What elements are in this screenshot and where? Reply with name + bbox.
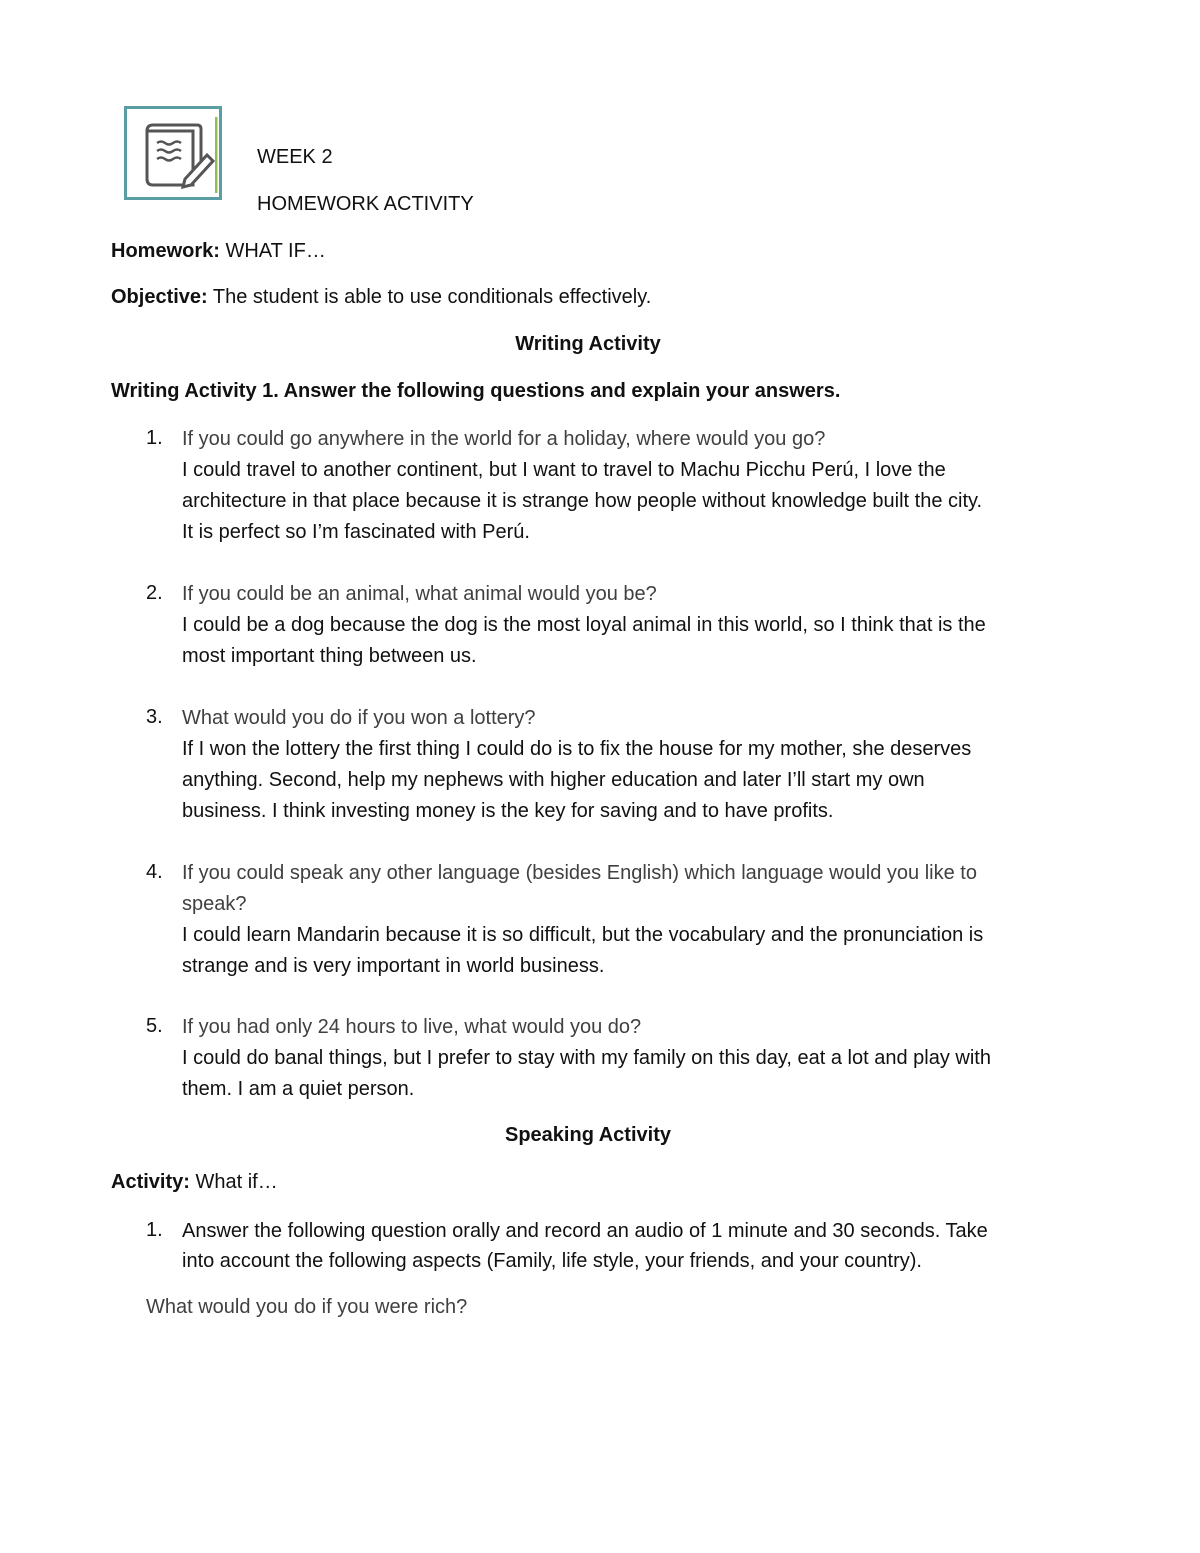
question-1: If you could go anywhere in the world for a holiday, where would you go? xyxy=(182,428,826,450)
question-5: If you had only 24 hours to live, what would you do? xyxy=(182,1016,642,1038)
activity-value: What if… xyxy=(195,1171,278,1193)
question-4-line-1: If you could speak any other language (besides English) which language would you like to xyxy=(182,862,977,884)
answer-1-line-1: I could travel to another continent, but I want to travel to Machu Picchu Perú, I love the xyxy=(182,459,946,481)
question-4-line-2: speak? xyxy=(182,893,247,915)
speaking-instruction-line-2: into account the following aspects (Family, life style, your friends, and your country). xyxy=(182,1250,922,1272)
objective-value: The student is able to use conditionals effectively. xyxy=(212,286,652,308)
answer-4-line-1: I could learn Mandarin because it is so difficult, but the vocabulary and the pronunciation is xyxy=(182,924,984,946)
question-2: If you could be an animal, what animal would you be? xyxy=(182,583,657,605)
speaking-section-title: Speaking Activity xyxy=(505,1124,671,1146)
notebook-pen-icon xyxy=(124,106,222,200)
item-number: 2. xyxy=(146,582,163,604)
speaking-instruction-line-1: Answer the following question orally and record an audio of 1 minute and 30 seconds. Take xyxy=(182,1220,988,1242)
activity-label: Activity: xyxy=(111,1171,190,1193)
answer-2-line-2: most important thing between us. xyxy=(182,645,477,667)
item-number: 1. xyxy=(146,427,163,449)
question-3: What would you do if you won a lottery? xyxy=(182,707,536,729)
answer-1-line-2: architecture in that place because it is strange how people without knowledge built the city. xyxy=(182,490,983,512)
answer-4-line-2: strange and is very important in world business. xyxy=(182,955,605,977)
item-number: 1. xyxy=(146,1219,163,1241)
answer-3-line-2: anything. Second, help my nephews with higher education and later I’ll start my own xyxy=(182,769,925,791)
homework-line xyxy=(111,240,326,263)
answer-3-line-3: business. I think investing money is the key for saving and to have profits. xyxy=(182,800,834,822)
speaking-question: What would you do if you were rich? xyxy=(146,1296,468,1318)
writing-section-title: Writing Activity xyxy=(515,333,661,355)
activity-line xyxy=(111,1171,278,1194)
homework-activity-title: HOMEWORK ACTIVITY xyxy=(257,193,474,215)
item-number: 5. xyxy=(146,1015,163,1037)
week-label: WEEK 2 xyxy=(257,146,333,168)
answer-3-line-1: If I won the lottery the first thing I could do is to fix the house for my mother, she deserves xyxy=(182,738,972,760)
answer-1-line-3: It is perfect so I’m fascinated with Perú. xyxy=(182,521,530,543)
answer-5-line-2: them. I am a quiet person. xyxy=(182,1078,415,1100)
objective-line xyxy=(111,286,651,309)
item-number: 3. xyxy=(146,706,163,728)
objective-label: Objective: xyxy=(111,286,208,308)
homework-value: WHAT IF… xyxy=(225,240,326,262)
item-number: 4. xyxy=(146,861,163,883)
answer-2-line-1: I could be a dog because the dog is the most loyal animal in this world, so I think that is the xyxy=(182,614,986,636)
answer-5-line-1: I could do banal things, but I prefer to stay with my family on this day, eat a lot and play with xyxy=(182,1047,991,1069)
homework-label: Homework: xyxy=(111,240,220,262)
writing-instruction: Writing Activity 1. Answer the following questions and explain your answers. xyxy=(111,380,841,402)
